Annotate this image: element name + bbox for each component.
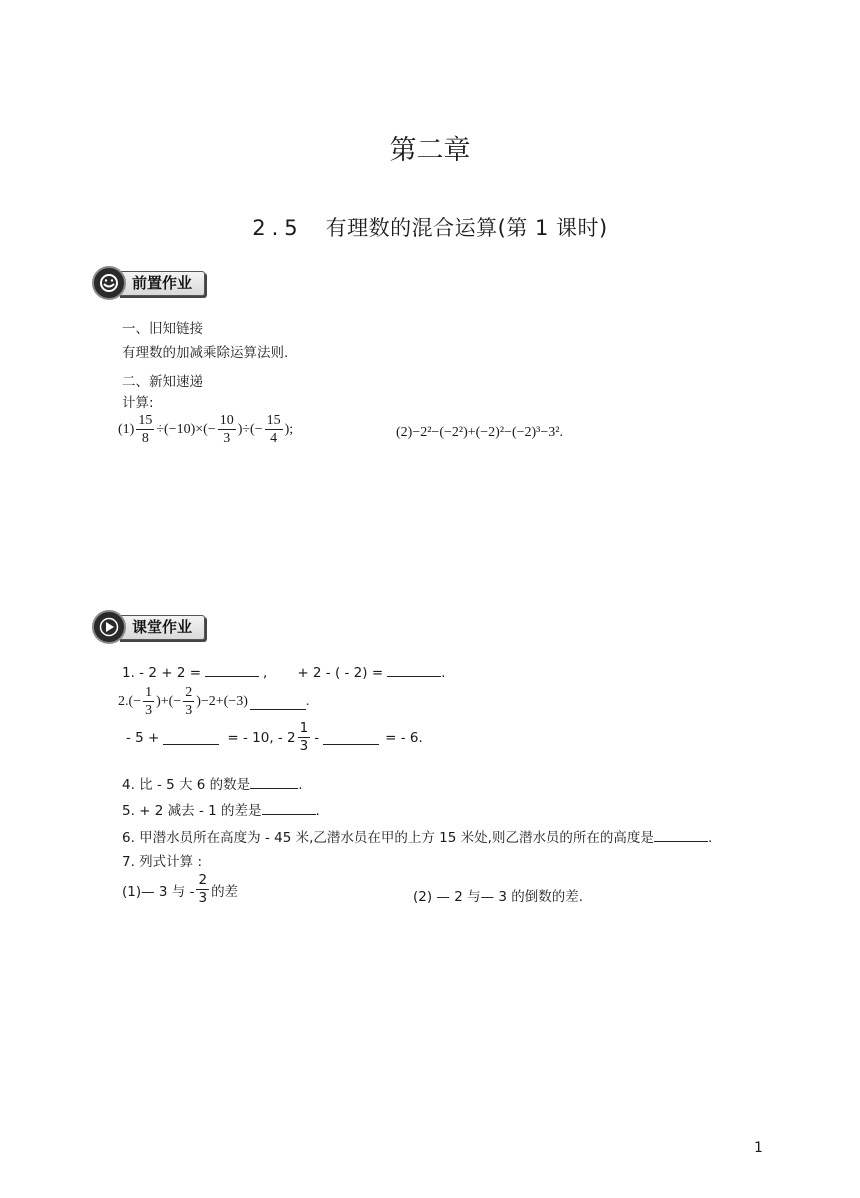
class-work-badge (92, 614, 205, 640)
q5-text: 5. + 2 减去 - 1 的差是 (122, 803, 262, 819)
answer-blank (654, 827, 708, 842)
q7a-text-a: (1)— 3 与 - (122, 883, 195, 900)
pre-work-badge (92, 270, 205, 296)
new-knowledge-heading: 二、新知速递 (122, 374, 203, 390)
fraction: $\frac{1}{3}$ (299, 720, 309, 754)
pre-work-label: 前置作业 (118, 271, 205, 296)
q2-end: . (305, 694, 310, 709)
question-6 (122, 826, 712, 846)
q6-text: 6. 甲潜水员所在高度为 - 45 米,乙潜水员在甲的上方 15 米处,则乙潜水员的所在的高度是 (122, 830, 654, 846)
chapter-title: 第二章 (389, 135, 471, 166)
question-7-part-2: (2) — 2 与— 3 的倒数的差. (413, 889, 584, 905)
fraction: $\frac{15}{8}$ (138, 413, 153, 446)
section-name: 有理数的混合运算(第 1 课时) (325, 216, 608, 240)
question-7: 7. 列式计算 : (122, 854, 203, 870)
answer-blank (205, 662, 259, 677)
old-knowledge-text: 有理数的加减乘除运算法则. (122, 345, 289, 361)
answer-blank (163, 730, 219, 745)
class-work-label: 课堂作业 (118, 615, 205, 640)
q5-end: . (315, 803, 320, 819)
q4-text: 4. 比 - 5 大 6 的数是 (122, 777, 251, 793)
page-number: 1 (754, 1140, 763, 1156)
q4-end: . (298, 777, 303, 793)
answer-blank (387, 662, 441, 677)
answer-blank (323, 730, 379, 745)
question-1 (122, 662, 445, 681)
p1-part-b: )÷(− (237, 422, 263, 437)
p1-part-a: ÷(−10)×(− (156, 422, 216, 437)
old-knowledge-heading: 一、旧知链接 (122, 321, 203, 337)
question-4 (122, 773, 302, 793)
pre-problem-2: (2)−2²−(−2²)+(−2)²−(−2)³−3². (396, 425, 563, 440)
q3-part-e: = - 6. (385, 729, 423, 746)
fraction: $\frac{10}{3}$ (219, 413, 234, 446)
p1-part-c: ); (284, 422, 294, 437)
q3-part-c: , - 2 (269, 729, 296, 746)
fraction: $\frac{15}{4}$ (266, 413, 281, 446)
q6-end: . (707, 830, 713, 846)
q1-text-c: + 2 - ( - 2) = (297, 665, 384, 681)
q1-text-b: , (263, 665, 268, 681)
p1-label: (1) (118, 422, 135, 437)
pre-problem-1 (118, 414, 293, 446)
q3-part-a: - 5 + (126, 729, 160, 746)
question-3 (126, 722, 423, 753)
question-5 (122, 799, 320, 819)
fraction: $\frac{1}{3}$ (145, 685, 153, 718)
section-title (0, 212, 860, 242)
q3-part-d: - (314, 729, 320, 746)
section-number: 2.5 (252, 216, 304, 240)
q1-text-a: 1. - 2 + 2 = (122, 665, 202, 681)
fraction: $\frac{2}{3}$ (185, 685, 193, 718)
question-7-part-1 (122, 874, 238, 905)
compute-label: 计算: (122, 395, 154, 411)
q3-part-b: = - 10 (227, 729, 270, 746)
play-icon (92, 610, 126, 644)
fraction: $\frac{2}{3}$ (198, 872, 208, 906)
answer-blank (250, 774, 298, 789)
question-2 (118, 686, 309, 718)
answer-blank (250, 695, 306, 710)
q1-text-d: . (441, 665, 446, 681)
answer-blank (262, 800, 316, 815)
q7a-text-b: 的差 (211, 883, 239, 900)
q2-part-c: )−2+(−3) (196, 694, 248, 709)
q2-part-a: 2.(− (118, 694, 142, 709)
q2-part-b: )+(− (156, 694, 182, 709)
smile-icon (92, 266, 126, 300)
